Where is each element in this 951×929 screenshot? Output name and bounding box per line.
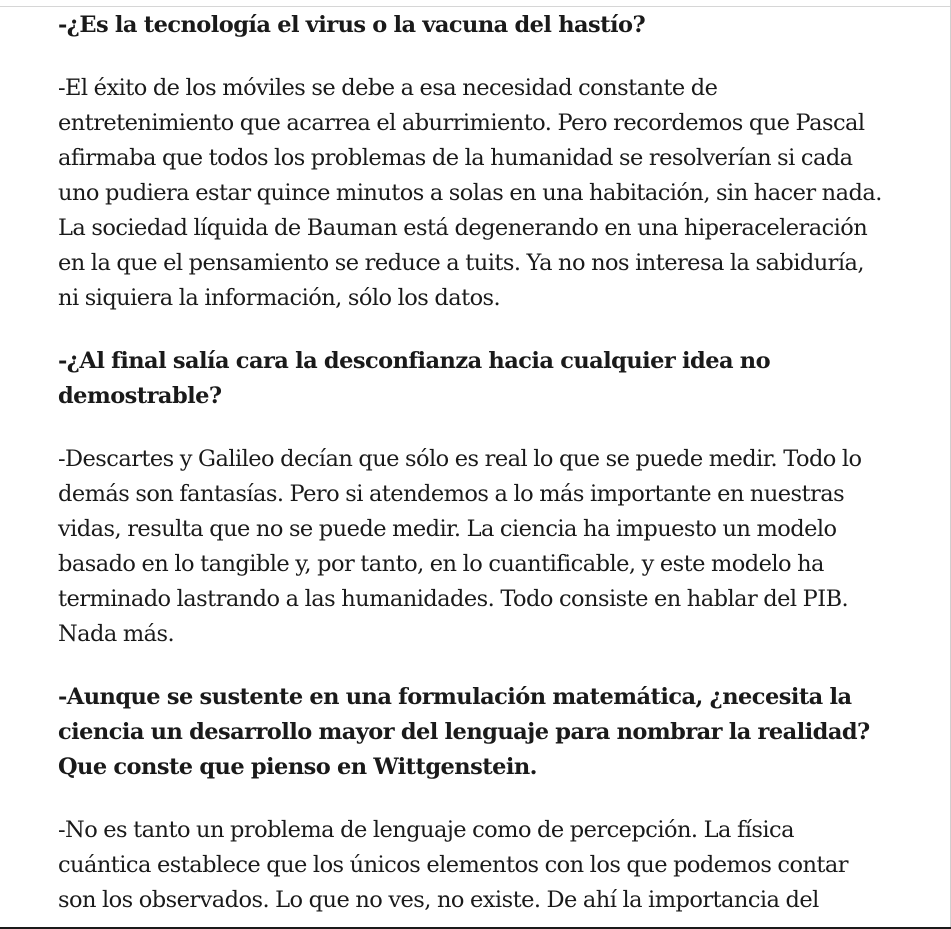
question-1: -¿Es la tecnología el virus o la vacuna del hastío? bbox=[58, 12, 646, 38]
question-2: -¿Al final salía cara la desconfianza hacia cualquier idea no demostrable? bbox=[58, 348, 771, 409]
answer-2: -Descartes y Galileo decían que sólo es real lo que se puede medir. Todo lo demás son fantasías. Pero si atendemos a lo más importante en nuestras vidas, resulta que no se puede medir. La ciencia ha impuesto un modelo basado en lo tangible y, por tanto, en lo cuantificable, y este modelo ha terminado lastrando a las humanidades. Todo consiste en hablar del PIB. Nada más. bbox=[58, 446, 862, 647]
answer-1: -El éxito de los móviles se debe a esa necesidad constante de entretenimiento que acarrea el aburrimiento. Pero recordemos que Pascal afirmaba que todos los problemas de la humanidad se resolverían si cada uno pudiera estar quince minutos a solas en una habitación, sin hacer nada. La sociedad líquida de Bauman está degenerando en una hiperaceleración en la que el pensamiento se reduce a tuits. Ya no nos interesa la sabiduría, ni siquiera la información, sólo los datos. bbox=[58, 75, 882, 311]
top-border bbox=[0, 0, 951, 7]
question-3: -Aunque se sustente en una formulación matemática, ¿necesita la ciencia un desarrollo mayor del lenguaje para nombrar la realidad? Que conste que pienso en Wittgenstein. bbox=[58, 684, 870, 780]
answer-3: -No es tanto un problema de lenguaje como de percepción. La física cuántica establece que los únicos elementos con los que podemos contar son los observados. Lo que no ves, no existe. De ahí la importancia del bbox=[58, 817, 848, 913]
interview-article bbox=[58, 8, 888, 918]
